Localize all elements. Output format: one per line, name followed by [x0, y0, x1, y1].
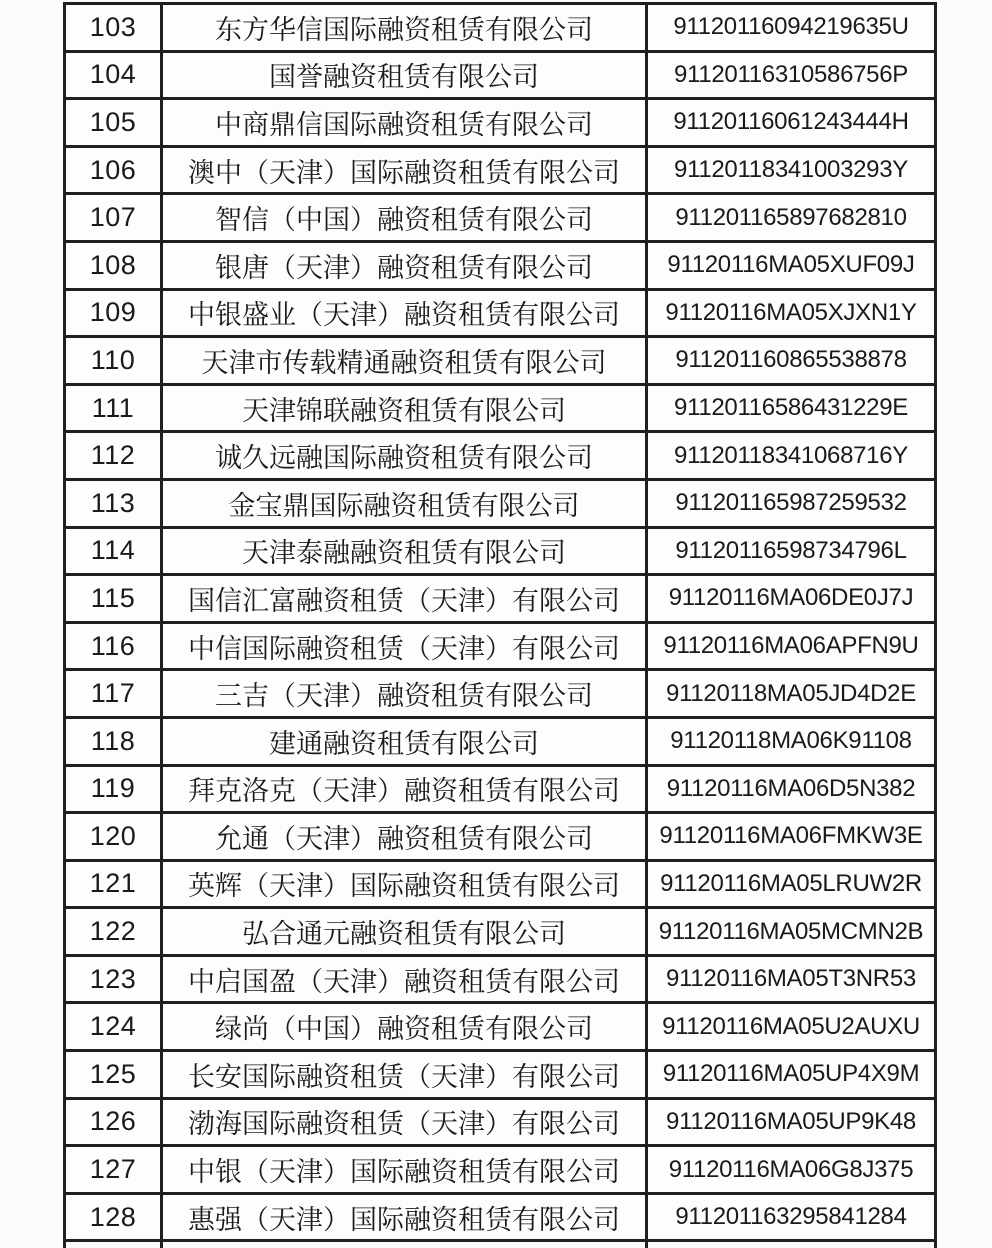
company-name-cell: 国誉融资租赁有限公司 [160, 53, 645, 98]
credit-code-cell: 91120116MA05T3NR53 [645, 957, 937, 1002]
credit-code-cell: 91120116MA05UP4X9M [645, 1052, 937, 1097]
row-number-cell: 113 [63, 481, 160, 526]
credit-code-cell: 91120116MA05U2AUXU [645, 1004, 937, 1049]
credit-code-cell: 91120116MA06DE0J7J [645, 576, 937, 621]
company-name-cell: 中商鼎信国际融资租赁有限公司 [160, 100, 645, 145]
table-row [63, 576, 937, 624]
credit-code-cell: 91120116MA05LRUW2R [645, 862, 937, 907]
company-name-cell: 弘合通元融资租赁有限公司 [160, 909, 645, 954]
row-number-cell: 124 [63, 1004, 160, 1049]
table-row [63, 386, 937, 434]
credit-code-cell: 91120116MA05XJXN1Y [645, 291, 937, 336]
company-name-cell: 智信（中国）融资租赁有限公司 [160, 195, 645, 240]
company-name-cell: 银唐（天津）融资租赁有限公司 [160, 243, 645, 288]
credit-code-cell: 911201165987259532 [645, 481, 937, 526]
company-name-cell: 中启国盈（天津）融资租赁有限公司 [160, 957, 645, 1002]
table-row [63, 862, 937, 910]
company-name-cell: 澳中（天津）国际融资租赁有限公司 [160, 148, 645, 193]
table-row [63, 1052, 937, 1100]
table-row [63, 148, 937, 196]
row-number-cell: 128 [63, 1195, 160, 1240]
row-number-cell: 115 [63, 576, 160, 621]
table-row [63, 909, 937, 957]
row-number-cell: 118 [63, 719, 160, 764]
company-name-cell: 中信国际融资租赁（天津）有限公司 [160, 624, 645, 669]
row-number-cell: 114 [63, 529, 160, 574]
company-name-cell: 三吉（天津）融资租赁有限公司 [160, 671, 645, 716]
credit-code-cell: 91120116MA06D5N382 [645, 767, 937, 812]
credit-code-cell: 91120118MA06K91108 [645, 719, 937, 764]
table-row [63, 814, 937, 862]
credit-code-cell: 91120116MA06APFN9U [645, 624, 937, 669]
credit-code-cell: 911201160865538878 [645, 338, 937, 383]
row-number-cell: 125 [63, 1052, 160, 1097]
credit-code-cell: 911201165897682810 [645, 195, 937, 240]
row-number-cell: 103 [63, 5, 160, 50]
company-name-cell: 允通（天津）融资租赁有限公司 [160, 814, 645, 859]
company-name-cell: 东方华信国际融资租赁有限公司 [160, 5, 645, 50]
credit-code-cell: 91120118341068716Y [645, 433, 937, 478]
table-border-stub [63, 1242, 66, 1248]
next-row-border-stubs [0, 1242, 992, 1248]
table-row [63, 1100, 937, 1148]
row-number-cell: 107 [63, 195, 160, 240]
company-name-cell: 中银（天津）国际融资租赁有限公司 [160, 1147, 645, 1192]
company-name-cell: 诚久远融国际融资租赁有限公司 [160, 433, 645, 478]
row-number-cell: 121 [63, 862, 160, 907]
row-number-cell: 120 [63, 814, 160, 859]
credit-code-cell: 911201163295841284 [645, 1195, 937, 1240]
row-number-cell: 106 [63, 148, 160, 193]
company-name-cell: 金宝鼎国际融资租赁有限公司 [160, 481, 645, 526]
credit-code-cell: 91120116061243444H [645, 100, 937, 145]
company-name-cell: 惠强（天津）国际融资租赁有限公司 [160, 1195, 645, 1240]
table-row [63, 100, 937, 148]
table-row [63, 1147, 937, 1195]
row-number-cell: 126 [63, 1100, 160, 1145]
table-row [63, 1195, 937, 1243]
row-number-cell: 116 [63, 624, 160, 669]
credit-code-cell: 91120116310586756P [645, 53, 937, 98]
credit-code-cell: 91120118341003293Y [645, 148, 937, 193]
row-number-cell: 110 [63, 338, 160, 383]
company-name-cell: 天津泰融融资租赁有限公司 [160, 529, 645, 574]
company-name-cell: 拜克洛克（天津）融资租赁有限公司 [160, 767, 645, 812]
table-row [63, 481, 937, 529]
table-row [63, 624, 937, 672]
table-row [63, 719, 937, 767]
table-row [63, 529, 937, 577]
table-row [63, 243, 937, 291]
table-row [63, 1004, 937, 1052]
credit-code-cell: 91120116MA06G8J375 [645, 1147, 937, 1192]
company-name-cell: 绿尚（中国）融资租赁有限公司 [160, 1004, 645, 1049]
company-name-cell: 天津锦联融资租赁有限公司 [160, 386, 645, 431]
table-border-stub [934, 1242, 937, 1248]
company-name-cell: 中银盛业（天津）融资租赁有限公司 [160, 291, 645, 336]
row-number-cell: 105 [63, 100, 160, 145]
table-row [63, 957, 937, 1005]
credit-code-cell: 91120116MA05XUF09J [645, 243, 937, 288]
row-number-cell: 111 [63, 386, 160, 431]
company-name-cell: 国信汇富融资租赁（天津）有限公司 [160, 576, 645, 621]
credit-code-cell: 91120116MA05UP9K48 [645, 1100, 937, 1145]
row-number-cell: 119 [63, 767, 160, 812]
table-border-stub [160, 1242, 163, 1248]
company-name-cell: 渤海国际融资租赁（天津）有限公司 [160, 1100, 645, 1145]
credit-code-cell: 91120116MA05MCMN2B [645, 909, 937, 954]
credit-code-cell: 91120116598734796L [645, 529, 937, 574]
credit-code-cell: 91120116094219635U [645, 5, 937, 50]
table-border-stub [645, 1242, 648, 1248]
table-row [63, 291, 937, 339]
table-row [63, 53, 937, 101]
table-row [63, 767, 937, 815]
company-name-cell: 天津市传载精通融资租赁有限公司 [160, 338, 645, 383]
row-number-cell: 127 [63, 1147, 160, 1192]
table-row [63, 433, 937, 481]
row-number-cell: 104 [63, 53, 160, 98]
row-number-cell: 108 [63, 243, 160, 288]
row-number-cell: 109 [63, 291, 160, 336]
table-row [63, 5, 937, 53]
row-number-cell: 122 [63, 909, 160, 954]
company-table [63, 2, 937, 1242]
credit-code-cell: 91120116MA06FMKW3E [645, 814, 937, 859]
credit-code-cell: 91120116586431229E [645, 386, 937, 431]
table-row [63, 671, 937, 719]
row-number-cell: 112 [63, 433, 160, 478]
company-name-cell: 长安国际融资租赁（天津）有限公司 [160, 1052, 645, 1097]
table-row [63, 195, 937, 243]
row-number-cell: 123 [63, 957, 160, 1002]
company-name-cell: 英辉（天津）国际融资租赁有限公司 [160, 862, 645, 907]
table-row [63, 338, 937, 386]
company-name-cell: 建通融资租赁有限公司 [160, 719, 645, 764]
row-number-cell: 117 [63, 671, 160, 716]
credit-code-cell: 91120118MA05JD4D2E [645, 671, 937, 716]
